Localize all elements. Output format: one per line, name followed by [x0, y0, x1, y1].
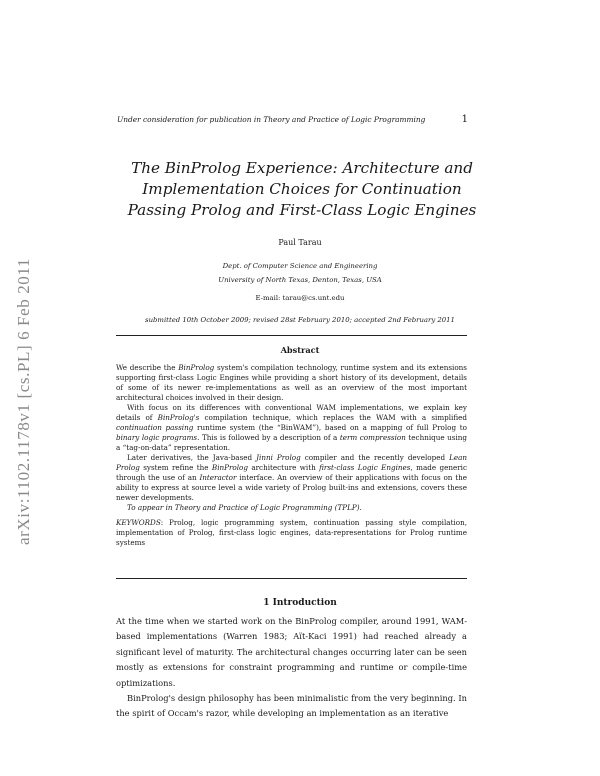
submission-dates: submitted 10th October 2009; revised 28st February 2010; accepted 2nd February 2011	[145, 316, 455, 324]
keywords: KEYWORDS: Prolog, logic programming system, continuation passing style compilation, implementation of Prolog, first-class logic engines, data-representations for Prolog runtime systems	[116, 518, 467, 547]
abstract-bottom-rule	[116, 578, 467, 579]
title-line: Implementation Choices for Continuation	[142, 180, 462, 198]
author-name: Paul Tarau	[278, 238, 322, 247]
keywords-label: KEYWORDS	[116, 518, 161, 527]
journal-notice: Under consideration for publication in Theory and Practice of Logic Programming	[117, 115, 426, 124]
affiliation-university: University of North Texas, Denton, Texas, USA	[218, 276, 382, 284]
running-head	[117, 114, 468, 125]
paper-title	[108, 158, 496, 221]
author-email: E-mail: tarau@cs.unt.edu	[255, 294, 345, 302]
abstract-heading: Abstract	[280, 345, 320, 355]
page-number: 1	[461, 114, 468, 125]
abstract-paragraph: Later derivatives, the Java-based Jinni Prolog compiler and the recently developed Lean Prolog system refine the BinProlog architecture with first-class Logic Engines, made generic through the use of an Interactor interface. An overview of their applications with focus on the ability to express at source level a wide variety of Prolog built-ins and extensions, covers these newer developments.	[116, 453, 468, 502]
abstract-paragraph: With focus on its differences with conventional WAM implementations, we explain key details of BinProlog's compilation technique, which replaces the WAM with a simplified continuation passing runtime system (the “BinWAM”), based on a mapping of full Prolog to binary logic programs. This is followed by a description of a term compression technique using a “tag-on-data” representation.	[116, 403, 468, 452]
affiliation-department: Dept. of Computer Science and Engineering	[222, 262, 378, 270]
body-paragraph: At the time when we started work on the BinProlog compiler, around 1991, WAM-based implementations (Warren 1983; Aït-Kaci 1991) had reached already a significant level of maturity. The architectural changes occurring later can be seen mostly as extensions for constraint programming and runtime or compile-time optimizations.	[116, 616, 467, 688]
arxiv-identifier-stamp: arXiv:1102.1178v1 [cs.PL] 6 Feb 2011	[14, 258, 33, 545]
title-line: Passing Prolog and First-Class Logic Engines	[127, 201, 477, 219]
introduction-body	[116, 614, 467, 722]
section-heading: 1 Introduction	[263, 598, 337, 608]
abstract-top-rule	[116, 335, 467, 336]
abstract-paragraph: We describe the BinProlog system's compilation technology, runtime system and its extensions supporting first-class Logic Engines while providing a short history of its development, details of some of its newer re-implementations as well as an overview of the most important architectural choices involved in their design.	[116, 363, 467, 402]
abstract-body	[116, 363, 467, 548]
title-line: The BinProlog Experience: Architecture and	[131, 159, 473, 177]
to-appear-note: To appear in Theory and Practice of Logic Programming (TPLP).	[127, 503, 362, 512]
body-paragraph: BinProlog's design philosophy has been minimalistic from the very beginning. In the spirit of Occam's razor, while developing an implementation as an iterative	[116, 693, 467, 719]
